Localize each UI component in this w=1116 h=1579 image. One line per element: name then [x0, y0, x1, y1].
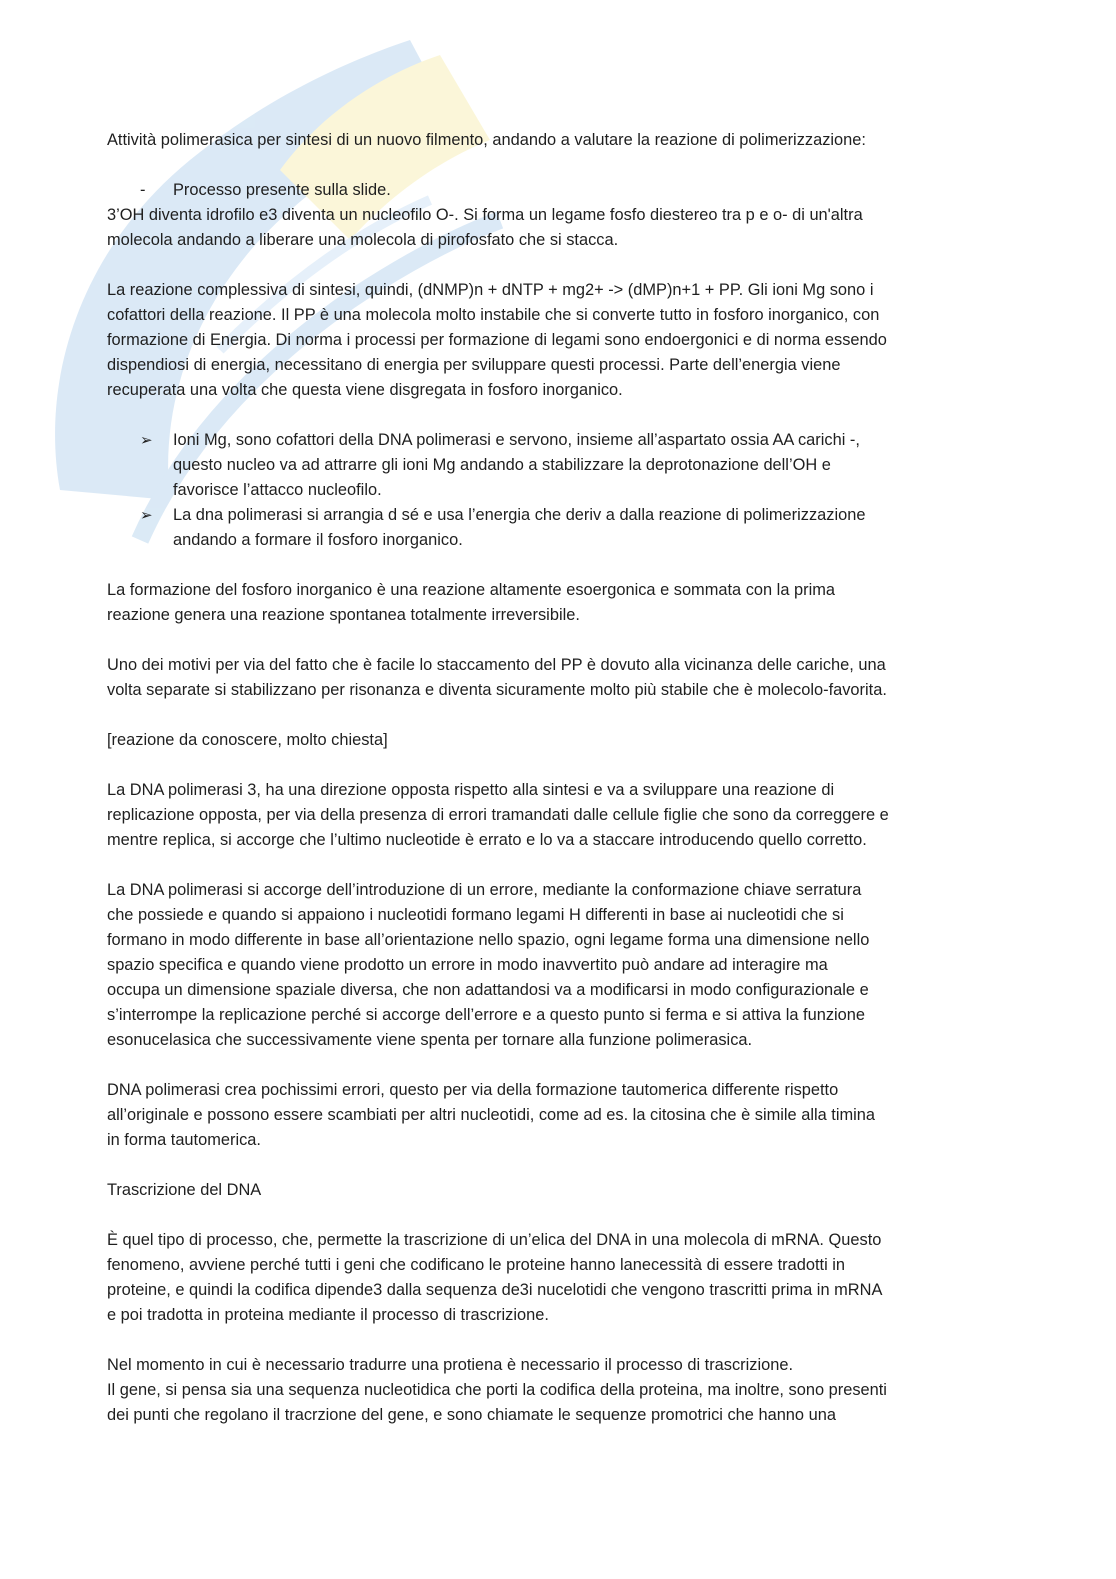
paragraph: mentre replica, si accorge che l’ultimo nucleotide è errato e lo va a staccare introducendo quello corretto. [107, 831, 867, 849]
paragraph: all’originale e possono essere scambiati per altri nucleotidi, come ad es. la citosina che è simile alla timina [107, 1106, 876, 1124]
paragraph: fenomeno, avviene perché tutti i geni che codificano le proteine hanno lanecessità di essere tradotti in [107, 1256, 846, 1274]
arrow-item-text: andando a formare il fosforo inorganico. [173, 531, 463, 549]
arrow-item-text: La dna polimerasi si arrangia d sé e usa l’energia che deriv a dalla reazione di polimerizzazione [173, 506, 866, 524]
paragraph: replicazione opposta, per via della presenza di errori tramandati dalle cellule figlie che sono da correggere e [107, 806, 889, 824]
section-heading: Trascrizione del DNA [107, 1181, 262, 1199]
dash-list-item [107, 178, 1007, 203]
paragraph: Nel momento in cui è necessario tradurre una protiena è necessario il processo di trascrizione. [107, 1356, 794, 1374]
paragraph: esonucelasica che successivamente viene spenta per tornare alla funzione polimerasica. [107, 1031, 753, 1049]
paragraph: formazione di Energia. Di norma i processi per formazione di legami sono endoergonici e di norma essendo [107, 331, 887, 349]
arrow-bullet-icon: ➢ [140, 432, 153, 449]
paragraph: molecola andando a liberare una molecola di pirofosfato che si stacca. [107, 231, 619, 249]
paragraph: Il gene, si pensa sia una sequenza nucleotidica che porti la codifica della proteina, ma inoltre, sono presenti [107, 1381, 887, 1399]
paragraph: recuperata una volta che questa viene disgregata in fosforo inorganico. [107, 381, 623, 399]
arrow-item-text: favorisce l’attacco nucleofilo. [173, 481, 382, 499]
paragraph: Uno dei motivi per via del fatto che è facile lo staccamento del PP è dovuto alla vicinanza delle cariche, una [107, 656, 886, 674]
paragraph: La DNA polimerasi si accorge dell’introduzione di un errore, mediante la conformazione chiave serratura [107, 881, 862, 899]
dash-item-text: Processo presente sulla slide. [173, 181, 391, 199]
dash-bullet-icon: - [140, 181, 146, 199]
arrow-bullet-icon: ➢ [140, 507, 153, 524]
paragraph: formano in modo differente in base all’orientazione nello spazio, ogni legame forma una dimensione nello [107, 931, 870, 949]
paragraph: che possiede e quando si appaiono i nucleotidi formano legami H differenti in base ai nucleotidi che si [107, 906, 844, 924]
paragraph: s’interrompe la replicazione perché si accorge dell’errore e a questo punto si ferma e si attiva la funzione [107, 1006, 866, 1024]
paragraph: volta separate si stabilizzano per risonanza e diventa sicuramente molto più stabile che è molecolo-favorita. [107, 681, 887, 699]
paragraph: occupa un dimensione spaziale diversa, che non adattandosi va a modificarsi in modo configurazionale e [107, 981, 869, 999]
paragraph: spazio specifica e quando viene prodotto un errore in modo inavvertito può andare ad interagire ma [107, 956, 828, 974]
arrow-item-text: questo nucleo va ad attrarre gli ioni Mg andando a stabilizzare la deprotonazione dell’OH e [173, 456, 831, 474]
paragraph: DNA polimerasi crea pochissimi errori, questo per via della formazione tautomerica differente rispetto [107, 1081, 839, 1099]
note-paragraph: [reazione da conoscere, molto chiesta] [107, 731, 388, 749]
paragraph: La reazione complessiva di sintesi, quindi, (dNMP)n + dNTP + mg2+ -> (dMP)n+1 + PP. Gli ioni Mg sono i [107, 281, 874, 299]
paragraph: e poi tradotta in proteina mediante il processo di trascrizione. [107, 1306, 549, 1324]
paragraph: La formazione del fosforo inorganico è una reazione altamente esoergonica e sommata con la prima [107, 581, 835, 599]
arrow-list-item [107, 428, 1007, 503]
paragraph: La DNA polimerasi 3, ha una direzione opposta rispetto alla sintesi e va a sviluppare una reazione di [107, 781, 835, 799]
arrow-list-item [107, 503, 1007, 553]
document-page [107, 128, 1007, 1428]
paragraph: 3’OH diventa idrofilo e3 diventa un nucleofilo O-. Si forma un legame fosfo diestereo tra p e o- di un'altra [107, 206, 863, 224]
paragraph: Attività polimerasica per sintesi di un nuovo filmento, andando a valutare la reazione di polimerizzazione: [107, 131, 866, 149]
paragraph: in forma tautomerica. [107, 1131, 261, 1149]
paragraph: È quel tipo di processo, che, permette la trascrizione di un’elica del DNA in una molecola di mRNA. Questo [107, 1231, 882, 1249]
paragraph: reazione genera una reazione spontanea totalmente irreversibile. [107, 606, 580, 624]
paragraph: dispendiosi di energia, necessitano di energia per sviluppare questi processi. Parte dell’energia viene [107, 356, 841, 374]
arrow-item-text: Ioni Mg, sono cofattori della DNA polimerasi e servono, insieme all’aspartato ossia AA carichi -, [173, 431, 860, 449]
paragraph: proteine, e quindi la codifica dipende3 dalla sequenza de3i nucelotidi che vengono trascritti prima in mRNA [107, 1281, 883, 1299]
paragraph: cofattori della reazione. Il PP è una molecola molto instabile che si converte tutto in fosforo inorganico, con [107, 306, 880, 324]
paragraph: dei punti che regolano il tracrzione del gene, e sono chiamate le sequenze promotrici che hanno una [107, 1406, 836, 1424]
